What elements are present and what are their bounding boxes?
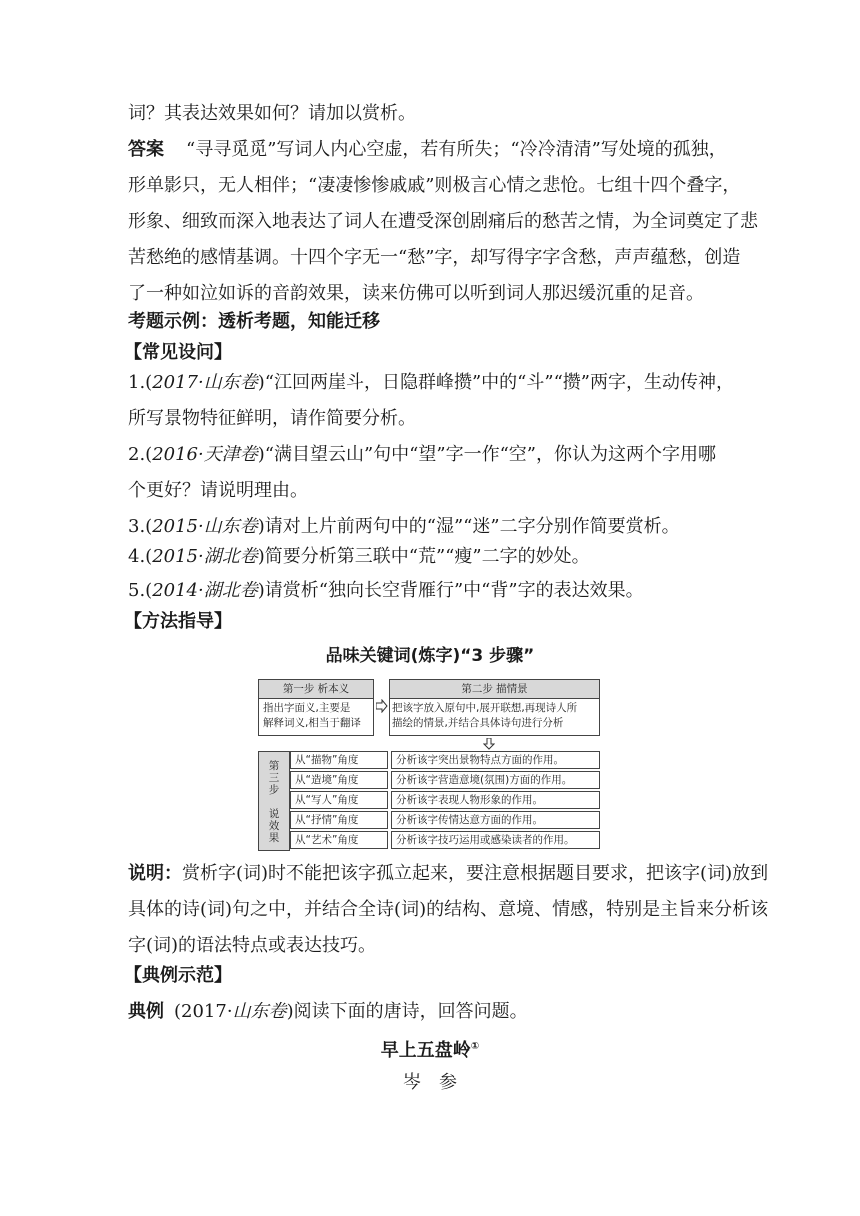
answer-line-2: 形单影只，无人相伴；“凄凄惨惨戚戚”则极言心情之悲怆。七组十四个叠字， <box>128 175 741 196</box>
question-5: 5.(2014·湖北卷)请赏析“独向长空背雁行”中“背”字的表达效果。 <box>128 580 644 601</box>
answer-line-5: 了一种如泣如诉的音韵效果，读来仿佛可以听到词人那迟缓沉重的足音。 <box>128 283 704 304</box>
arrow-right-icon <box>376 699 388 713</box>
three-step-diagram: 第一步 析本义 指出字面义,主要是 解释词义,相当于翻译 第二步 描情景 把该字放入原句中,展开联想,再现诗人所 描绘的情景,并结合具体诗句进行分析 第 三 步 说 效 果 从“描物”角度 分析该字突出景物特点方面的作用。 从“造境”角度 分析该字营造意境(氛围)方面的作用。 从“写人”角度 分析该字表现人物形象的作用。 从“抒情”角度 分析该字传情达意方面的作用。 从“艺术”角度 分析该字技巧运用或感染读者的作用。 <box>258 679 600 851</box>
poem-author: 岑 参 <box>403 1072 457 1093</box>
intro-line: 词？其表达效果如何？请加以赏析。 <box>128 103 416 124</box>
arrow-down-icon <box>483 738 495 750</box>
answer-label: 答案 <box>128 139 164 160</box>
question-1-line-1: 1.(2017·山东卷)“江回两崖斗，日隐群峰攒”中的“斗”“攒”两字，生动传神， <box>128 372 734 393</box>
example-line: 典例 (2017·山东卷)阅读下面的唐诗，回答问题。 <box>128 1001 528 1022</box>
note-line-3: 字(词)的语法特点或表达技巧。 <box>128 935 377 956</box>
step-1-body-2: 解释词义,相当于翻译 <box>263 717 361 729</box>
step-2-box <box>389 679 600 736</box>
method-heading: 【方法指导】 <box>124 611 232 632</box>
exam-heading: 考题示例：透析考题，知能迁移 <box>128 311 380 332</box>
step-2-header: 第二步 描情景 <box>390 680 599 699</box>
footnote-marker: ① <box>470 1041 480 1052</box>
poem-title: 早上五盘岭① <box>380 1040 480 1061</box>
note-line-2: 具体的诗(词)句之中，并结合全诗(词)的结构、意境、情感，特别是主旨来分析该 <box>128 899 769 920</box>
example-heading: 【典例示范】 <box>124 965 232 986</box>
answer-line-3: 形象、细致而深入地表达了词人在遭受深创剧痛后的愁苦之情，为全词奠定了悲 <box>128 211 758 232</box>
question-2-line-2: 个更好？请说明理由。 <box>128 480 308 501</box>
question-1-line-2: 所写景物特征鲜明，请作简要分析。 <box>128 408 416 429</box>
note-label: 说明： <box>128 863 182 884</box>
answer-line-1: 答案 “寻寻觅觅”写词人内心空虚，若有所失；“冷冷清清”写处境的孤独， <box>128 139 727 160</box>
common-questions-heading: 【常见设问】 <box>124 342 232 363</box>
question-2-line-1: 2.(2016·天津卷)“满目望云山”句中“望”字一作“空”，你认为这两个字用哪 <box>128 444 716 465</box>
question-4: 4.(2015·湖北卷)简要分析第三联中“荒”“瘦”二字的妙处。 <box>128 546 590 567</box>
step-1-box <box>258 679 374 736</box>
step-2-body-1: 把该字放入原句中,展开联想,再现诗人所 <box>392 702 578 714</box>
question-3: 3.(2015·山东卷)请对上片前两句中的“湿”“迷”二字分别作简要赏析。 <box>128 516 680 537</box>
example-label: 典例 <box>128 1001 164 1022</box>
answer-line-4: 苦愁绝的感情基调。十四个字无一“愁”字，却写得字字含愁，声声蕴愁，创造 <box>128 247 741 268</box>
note-line-1: 说明：赏析字(词)时不能把该字孤立起来，要注意根据题目要求，把该字(词)放到 <box>128 863 769 884</box>
step-3-label: 第 三 步 说 效 果 <box>258 751 290 851</box>
step-2-body-2: 描绘的情景,并结合具体诗句进行分析 <box>392 717 564 729</box>
step-1-header: 第一步 析本义 <box>259 680 373 699</box>
step-1-body-1: 指出字面义,主要是 <box>263 702 351 714</box>
diagram-title: 品味关键词(炼字)“3 步骤” <box>325 646 535 666</box>
